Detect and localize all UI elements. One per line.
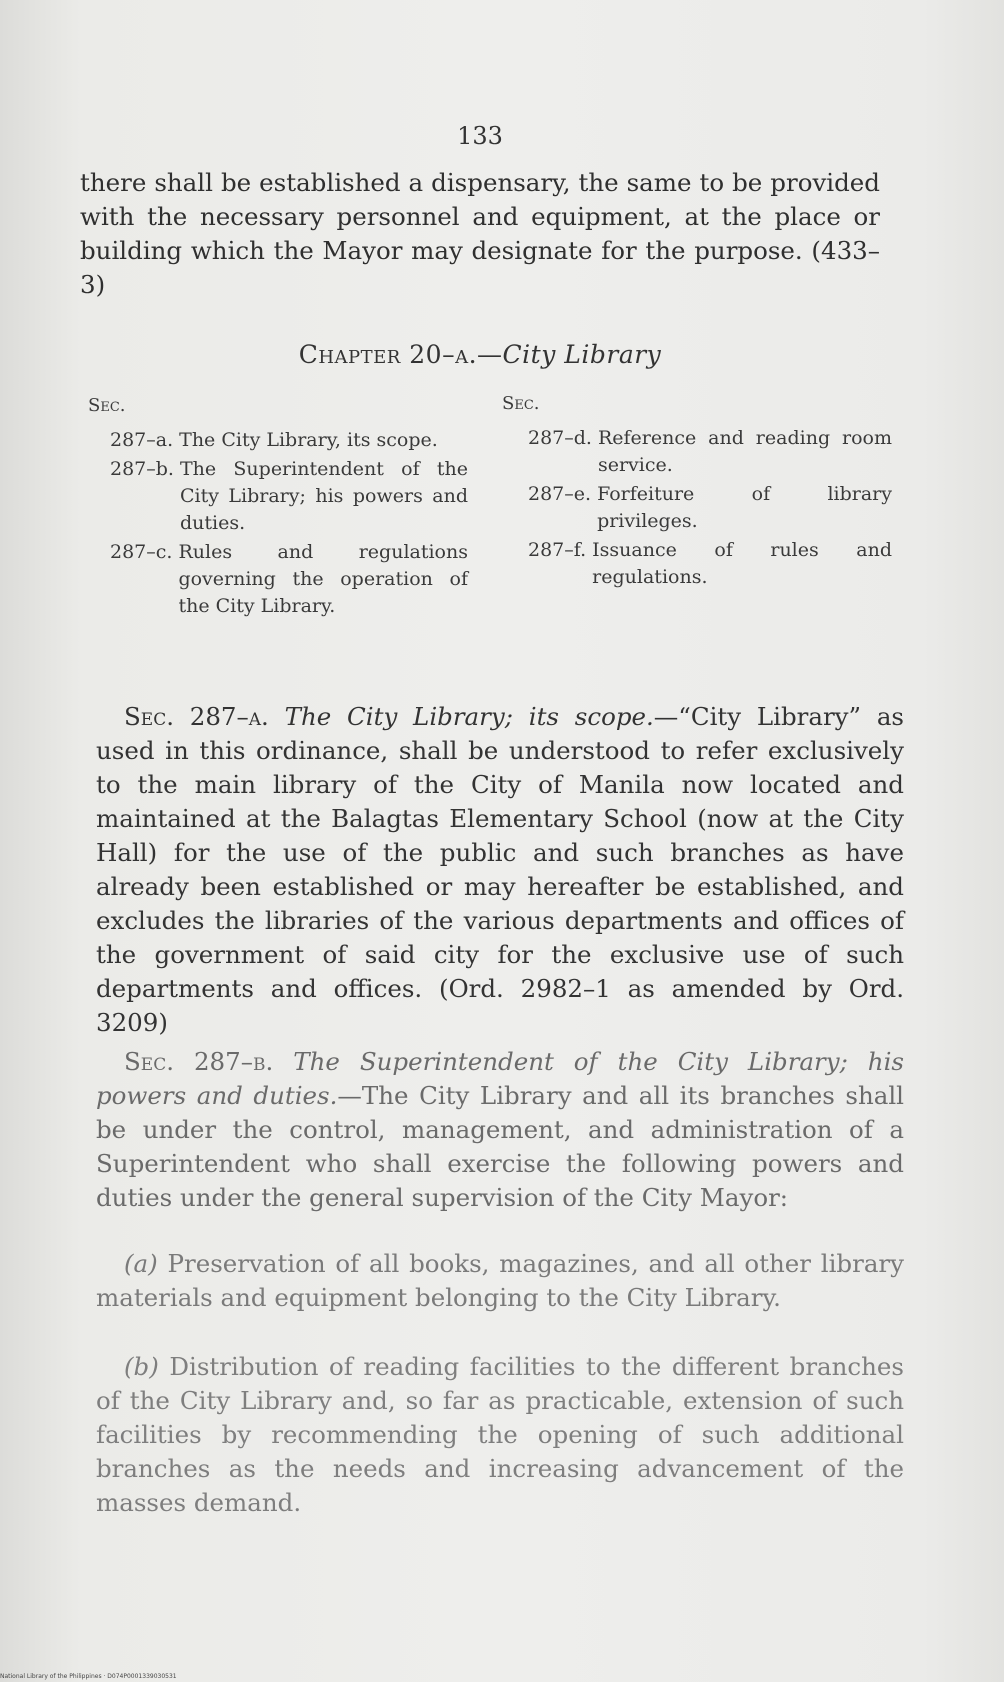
toc-item-number: 287–a. (110, 429, 174, 451)
toc-item (110, 427, 468, 454)
toc-item-number: 287–e. (528, 483, 592, 505)
toc-item-title: Issuance of rules and regulations. (592, 539, 892, 588)
section-number: Sec. 287–b. (124, 1047, 274, 1076)
section-text: —The City Library and all its branches shall be under the control, management, and administration of a Superintendent who shall exercise the following powers and duties under the general supervision of the City Mayor: (96, 1081, 904, 1212)
section-text: —“City Library” as used in this ordinance, shall be understood to refer exclusively to the main library of the City of Manila now located and maintained at the Balagtas Elementary School (now at the City Hall) for the use of the public and such branches as have already been established or may hereafter be established, and excludes the libraries of the various departments and offices of the government of said city for the exclusive use of such departments and offices. (Ord. 2982–1 as amended by Ord. 3209) (96, 702, 904, 1037)
toc-right-column (502, 390, 892, 593)
chapter-title: City Library (502, 340, 662, 369)
subsection-label: (b) (124, 1352, 159, 1381)
toc-item-title: The Superintendent of the City Library; his powers and duties. (179, 458, 468, 534)
subsection-label: (a) (124, 1249, 158, 1278)
toc-item-title: Rules and regulations governing the operation of the City Library. (178, 541, 468, 617)
page-number: 133 (457, 122, 503, 150)
subsection-text: Distribution of reading facilities to the different branches of the City Library and, so far as practicable, extension of such facilities by recommending the opening of such additional branches as the needs and increasing advancement of the masses demand. (96, 1352, 904, 1517)
toc-item-title: The City Library, its scope. (179, 429, 438, 451)
toc-item-number: 287–c. (110, 541, 173, 563)
scan-footer: National Library of the Philippines · D074P0001339030531 (0, 1673, 177, 1680)
toc-item-title: Reference and reading room service. (597, 427, 892, 476)
toc-item-title: Forfeiture of library privileges. (597, 483, 892, 532)
section-heading: The Superintendent of the City Library; his powers and duties. (96, 1047, 904, 1110)
toc-item (528, 425, 892, 479)
subsection-a (96, 1247, 904, 1315)
toc-left-column (88, 392, 468, 622)
chapter-label: Chapter 20–a.— (298, 340, 503, 369)
section-number: Sec. 287–a. (124, 702, 269, 731)
toc-sec-label: Sec. (502, 393, 540, 414)
section-287b (96, 1045, 904, 1215)
toc-item (528, 481, 892, 535)
section-heading: The City Library; its scope. (284, 702, 654, 731)
toc-item (110, 456, 468, 537)
toc-item-number: 287–f. (528, 539, 587, 561)
toc-item-number: 287–b. (110, 458, 174, 480)
toc-sec-label: Sec. (88, 395, 126, 416)
chapter-heading (0, 340, 960, 369)
toc-item (110, 539, 468, 620)
subsection-b (96, 1350, 904, 1520)
toc-item-number: 287–d. (528, 427, 592, 449)
subsection-text: Preservation of all books, magazines, and all other library materials and equipment belonging to the City Library. (96, 1249, 904, 1312)
toc-item (528, 537, 892, 591)
opening-paragraph: there shall be established a dispensary, the same to be provided with the necessary personnel and equipment, at the place or building which the Mayor may designate for the purpose. (433–3) (80, 168, 880, 299)
section-287a (96, 700, 904, 1040)
